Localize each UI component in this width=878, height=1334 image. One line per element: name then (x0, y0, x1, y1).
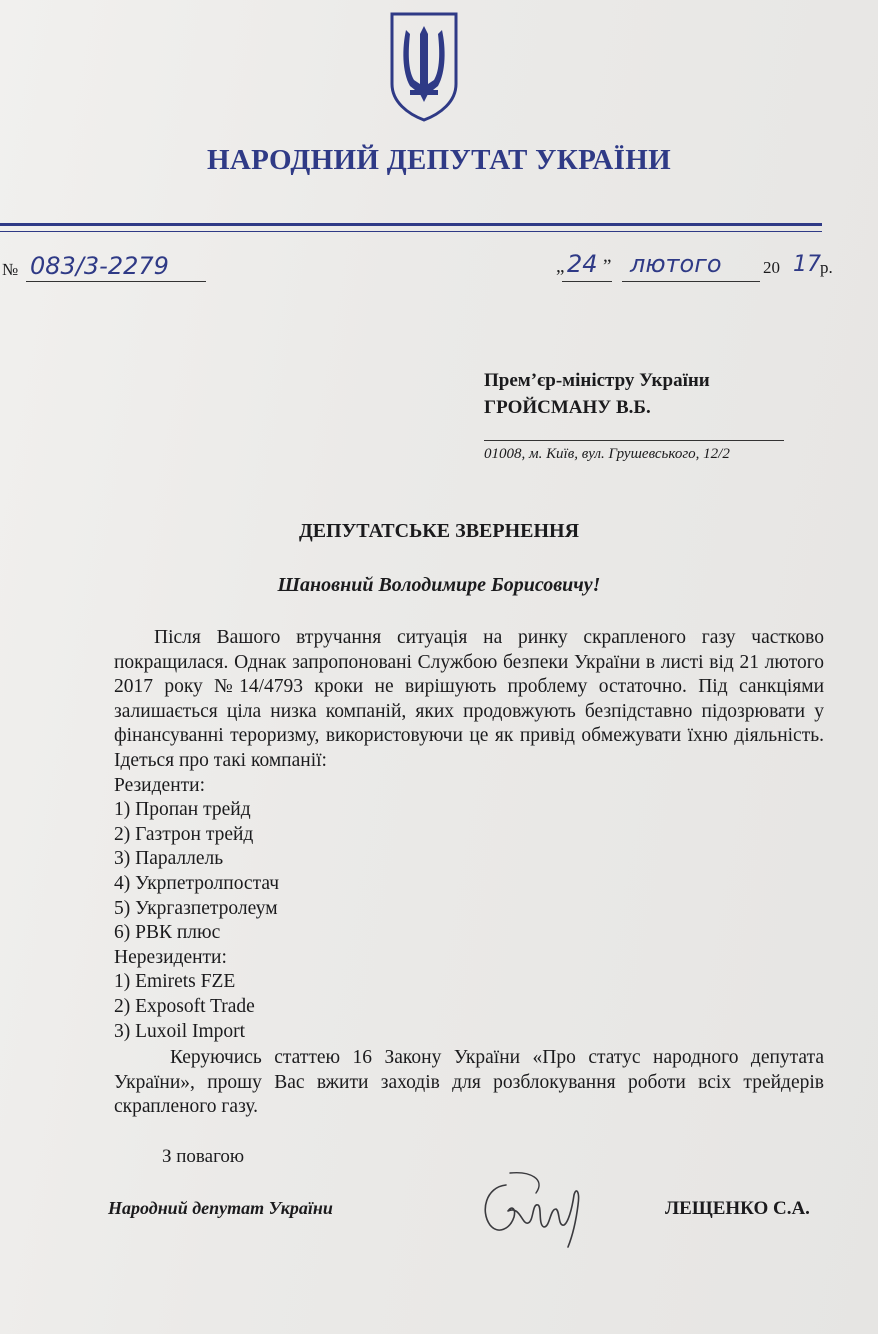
addressee-name: ГРОЙСМАНУ В.Б. (484, 397, 651, 418)
list-item: 3) Luxoil Import (114, 1020, 246, 1042)
addressee-underline (484, 440, 784, 441)
letter-paragraph-1: Після Вашого втручання ситуація на ринку скрапленого газу частково покращилася. Однак запропоновані Службою безпеки України в листі від 21 лютого 2017 року №14/4793 кроки не вирішують проблему остаточно. Під санкціями залишається ціла низка компаній, яких продовжують безпідставно підозрювати у фінансуванні тероризму, використовуючи це як привід обмежувати їхню діяльність. Ідеться про такі компанії: (114, 627, 824, 771)
date-month: лютого (630, 250, 722, 278)
date-quote-open: „ (556, 256, 565, 277)
handwritten-signature-icon (476, 1165, 606, 1250)
date-day-underline (562, 281, 612, 282)
date-year-prefix: 20 (763, 258, 780, 277)
residents-label: Резиденти: (114, 774, 206, 796)
addressee-block (484, 367, 710, 421)
letter-heading: ДЕПУТАТСЬКЕ ЗВЕРНЕННЯ (298, 520, 580, 542)
list-item: 1) Emirets FZE (114, 971, 236, 993)
signatory-role: Народний депутат України (108, 1198, 333, 1218)
letter-body (114, 626, 824, 1120)
list-item: 2) Exposoft Trade (114, 995, 255, 1017)
list-item: 6) РВК плюс (114, 922, 221, 944)
nonresidents-label: Нерезиденти: (114, 946, 227, 968)
letter-paragraph-2: Керуючись статтею 16 Закону України «Про статус народного депутата України», прошу Вас вжити заходів для розблокування роботи всіх трейдерів скрапленого газу. (114, 1047, 824, 1118)
letterhead-rule-thick (0, 223, 822, 226)
letterhead-title: НАРОДНИЙ ДЕПУТАТ УКРАЇНИ (207, 144, 671, 176)
list-item: 5) Укргазпетролеум (114, 897, 278, 919)
signatory-name: ЛЕЩЕНКО С.А. (665, 1198, 810, 1219)
date-year-suffix: 17 (793, 252, 821, 277)
reference-number-label: № (2, 260, 19, 279)
list-item: 4) Укрпетролпостач (114, 872, 280, 894)
reference-number-value: 083/3-2279 (30, 252, 169, 280)
nonresidents-list (114, 970, 824, 1044)
date-quote-close: ” (603, 256, 612, 277)
date-day: 24 (567, 250, 598, 278)
reference-number-underline (26, 281, 206, 282)
list-item: 2) Газтрон трейд (114, 823, 254, 845)
addressee-address: 01008, м. Київ, вул. Грушевського, 12/2 (484, 446, 730, 462)
letterhead-rule-thin (0, 231, 822, 232)
date-month-underline (622, 281, 760, 282)
date-year-unit: р. (820, 258, 833, 277)
letter-salutation: Шановний Володимире Борисовичу! (277, 574, 601, 596)
list-item: 3) Параллель (114, 848, 224, 870)
trident-emblem-icon (388, 10, 460, 122)
addressee-position: Прем’єр-міністру України (484, 370, 710, 391)
residents-list (114, 798, 824, 946)
list-item: 1) Пропан трейд (114, 799, 251, 821)
closing-regards: З повагою (162, 1146, 245, 1167)
